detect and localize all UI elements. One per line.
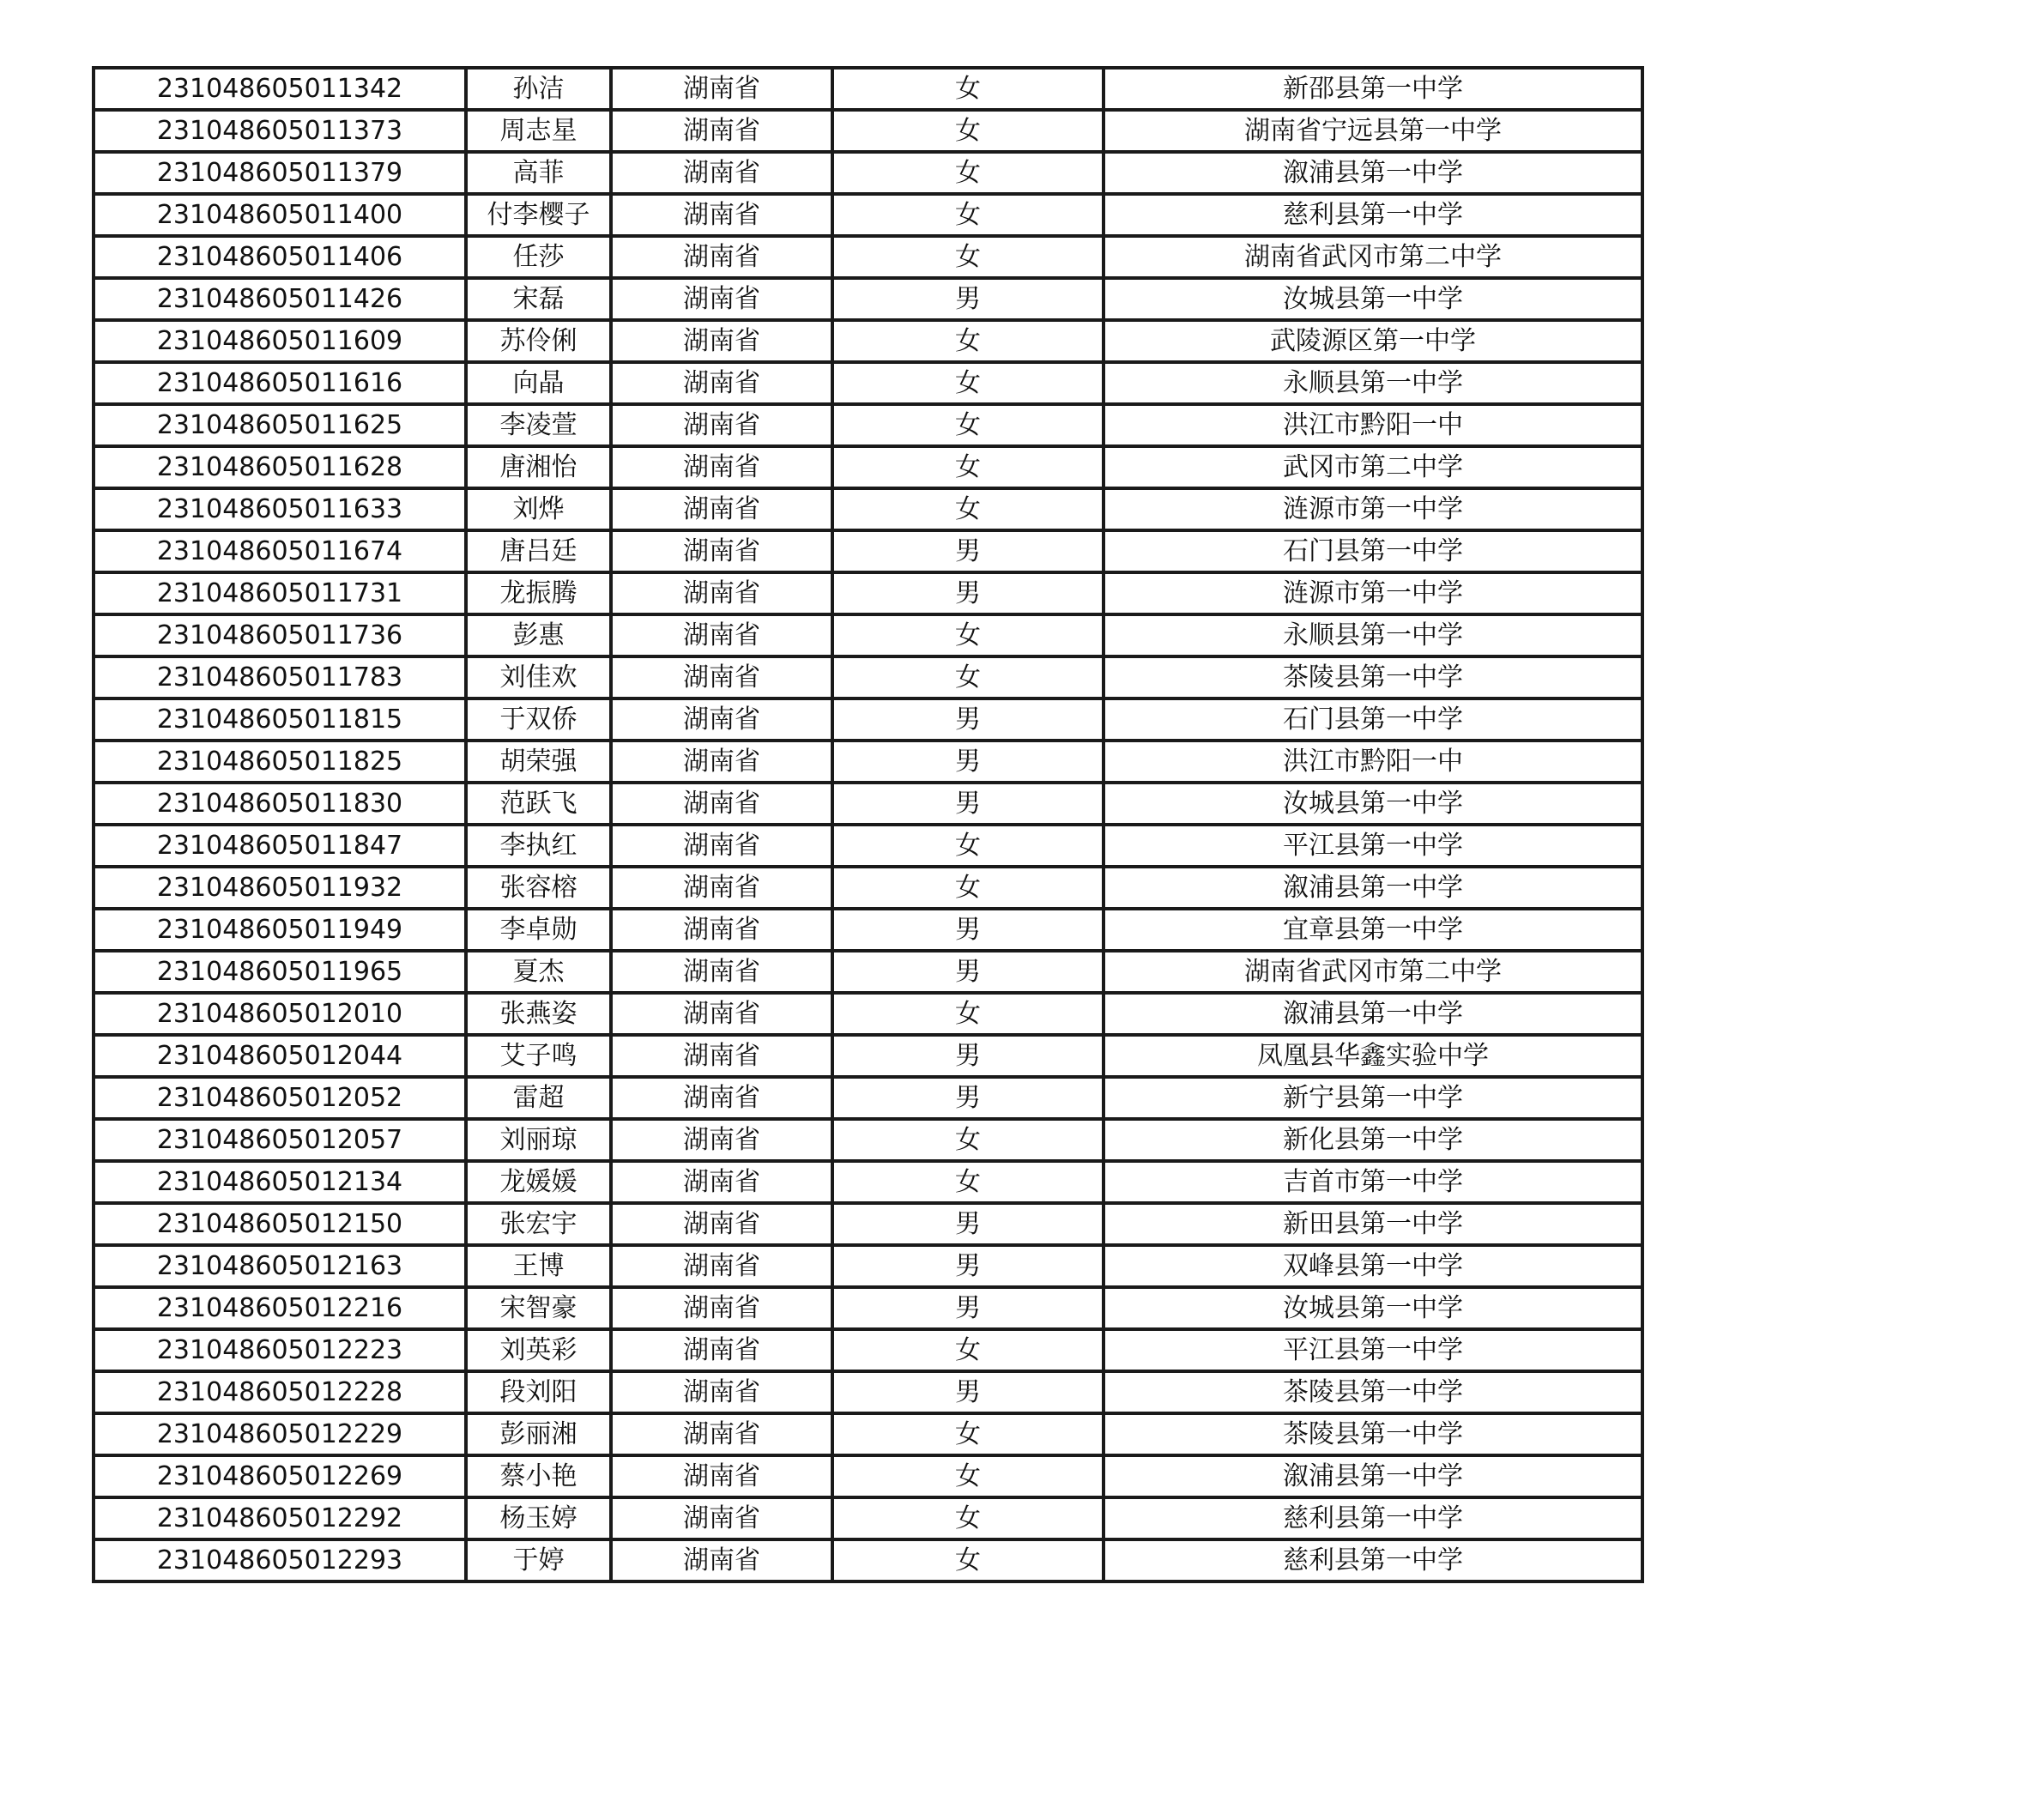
gender-cell: 女 bbox=[832, 825, 1104, 867]
province-cell: 湖南省 bbox=[611, 656, 832, 698]
gender-cell: 女 bbox=[832, 194, 1104, 236]
name-cell: 刘英彩 bbox=[466, 1329, 611, 1371]
table-row bbox=[94, 1455, 1642, 1497]
school-cell: 溆浦县第一中学 bbox=[1104, 993, 1642, 1035]
name-cell: 任莎 bbox=[466, 236, 611, 278]
candidate-id-cell: 231048605011616 bbox=[94, 362, 466, 404]
province-cell: 湖南省 bbox=[611, 1203, 832, 1245]
name-cell: 王博 bbox=[466, 1245, 611, 1287]
gender-cell: 男 bbox=[832, 1287, 1104, 1329]
table-row bbox=[94, 236, 1642, 278]
table-row bbox=[94, 741, 1642, 783]
province-cell: 湖南省 bbox=[611, 909, 832, 951]
candidate-id-cell: 231048605011625 bbox=[94, 404, 466, 446]
gender-cell: 男 bbox=[832, 530, 1104, 572]
school-cell: 新田县第一中学 bbox=[1104, 1203, 1642, 1245]
table-row bbox=[94, 278, 1642, 320]
gender-cell: 女 bbox=[832, 488, 1104, 530]
table-row bbox=[94, 362, 1642, 404]
name-cell: 夏杰 bbox=[466, 951, 611, 993]
province-cell: 湖南省 bbox=[611, 951, 832, 993]
candidate-id-cell: 231048605011426 bbox=[94, 278, 466, 320]
candidate-id-cell: 231048605011932 bbox=[94, 867, 466, 909]
name-cell: 彭丽湘 bbox=[466, 1413, 611, 1455]
gender-cell: 女 bbox=[832, 1161, 1104, 1203]
name-cell: 刘佳欢 bbox=[466, 656, 611, 698]
school-cell: 茶陵县第一中学 bbox=[1104, 1371, 1642, 1413]
name-cell: 彭惠 bbox=[466, 614, 611, 656]
province-cell: 湖南省 bbox=[611, 152, 832, 194]
table-row bbox=[94, 1539, 1642, 1581]
province-cell: 湖南省 bbox=[611, 278, 832, 320]
candidate-id-cell: 231048605012293 bbox=[94, 1539, 466, 1581]
name-cell: 蔡小艳 bbox=[466, 1455, 611, 1497]
name-cell: 向晶 bbox=[466, 362, 611, 404]
school-cell: 永顺县第一中学 bbox=[1104, 362, 1642, 404]
gender-cell: 女 bbox=[832, 68, 1104, 110]
province-cell: 湖南省 bbox=[611, 1329, 832, 1371]
gender-cell: 女 bbox=[832, 446, 1104, 488]
gender-cell: 女 bbox=[832, 656, 1104, 698]
province-cell: 湖南省 bbox=[611, 1245, 832, 1287]
school-cell: 湖南省宁远县第一中学 bbox=[1104, 110, 1642, 152]
gender-cell: 男 bbox=[832, 909, 1104, 951]
table-row bbox=[94, 68, 1642, 110]
gender-cell: 女 bbox=[832, 362, 1104, 404]
gender-cell: 女 bbox=[832, 320, 1104, 362]
name-cell: 于婷 bbox=[466, 1539, 611, 1581]
province-cell: 湖南省 bbox=[611, 68, 832, 110]
province-cell: 湖南省 bbox=[611, 1371, 832, 1413]
gender-cell: 男 bbox=[832, 741, 1104, 783]
province-cell: 湖南省 bbox=[611, 1413, 832, 1455]
school-cell: 溆浦县第一中学 bbox=[1104, 1455, 1642, 1497]
school-cell: 武冈市第二中学 bbox=[1104, 446, 1642, 488]
school-cell: 新宁县第一中学 bbox=[1104, 1077, 1642, 1119]
school-cell: 茶陵县第一中学 bbox=[1104, 656, 1642, 698]
table-row bbox=[94, 1203, 1642, 1245]
name-cell: 刘丽琼 bbox=[466, 1119, 611, 1161]
table-row bbox=[94, 404, 1642, 446]
candidate-id-cell: 231048605012269 bbox=[94, 1455, 466, 1497]
table-row bbox=[94, 110, 1642, 152]
candidate-id-cell: 231048605012292 bbox=[94, 1497, 466, 1539]
school-cell: 石门县第一中学 bbox=[1104, 698, 1642, 741]
gender-cell: 男 bbox=[832, 1077, 1104, 1119]
name-cell: 高菲 bbox=[466, 152, 611, 194]
table-row bbox=[94, 909, 1642, 951]
table-row bbox=[94, 1035, 1642, 1077]
table-row bbox=[94, 320, 1642, 362]
table-row bbox=[94, 951, 1642, 993]
school-cell: 吉首市第一中学 bbox=[1104, 1161, 1642, 1203]
candidate-id-cell: 231048605011847 bbox=[94, 825, 466, 867]
province-cell: 湖南省 bbox=[611, 488, 832, 530]
name-cell: 段刘阳 bbox=[466, 1371, 611, 1413]
candidate-id-cell: 231048605011736 bbox=[94, 614, 466, 656]
school-cell: 双峰县第一中学 bbox=[1104, 1245, 1642, 1287]
province-cell: 湖南省 bbox=[611, 1497, 832, 1539]
name-cell: 李凌萱 bbox=[466, 404, 611, 446]
school-cell: 溆浦县第一中学 bbox=[1104, 867, 1642, 909]
candidate-id-cell: 231048605011406 bbox=[94, 236, 466, 278]
school-cell: 汝城县第一中学 bbox=[1104, 783, 1642, 825]
province-cell: 湖南省 bbox=[611, 1287, 832, 1329]
school-cell: 汝城县第一中学 bbox=[1104, 1287, 1642, 1329]
name-cell: 宋智豪 bbox=[466, 1287, 611, 1329]
candidate-id-cell: 231048605012163 bbox=[94, 1245, 466, 1287]
gender-cell: 女 bbox=[832, 1497, 1104, 1539]
gender-cell: 女 bbox=[832, 1455, 1104, 1497]
candidate-id-cell: 231048605011633 bbox=[94, 488, 466, 530]
name-cell: 于双侨 bbox=[466, 698, 611, 741]
gender-cell: 男 bbox=[832, 1035, 1104, 1077]
table-row bbox=[94, 446, 1642, 488]
name-cell: 孙洁 bbox=[466, 68, 611, 110]
province-cell: 湖南省 bbox=[611, 1077, 832, 1119]
school-cell: 涟源市第一中学 bbox=[1104, 488, 1642, 530]
table-row bbox=[94, 1329, 1642, 1371]
school-cell: 宜章县第一中学 bbox=[1104, 909, 1642, 951]
candidate-id-cell: 231048605011731 bbox=[94, 572, 466, 614]
name-cell: 雷超 bbox=[466, 1077, 611, 1119]
table-row bbox=[94, 1287, 1642, 1329]
gender-cell: 男 bbox=[832, 783, 1104, 825]
name-cell: 张容榕 bbox=[466, 867, 611, 909]
name-cell: 刘烨 bbox=[466, 488, 611, 530]
name-cell: 李执红 bbox=[466, 825, 611, 867]
name-cell: 宋磊 bbox=[466, 278, 611, 320]
gender-cell: 男 bbox=[832, 698, 1104, 741]
gender-cell: 女 bbox=[832, 867, 1104, 909]
province-cell: 湖南省 bbox=[611, 825, 832, 867]
school-cell: 慈利县第一中学 bbox=[1104, 1497, 1642, 1539]
school-cell: 涟源市第一中学 bbox=[1104, 572, 1642, 614]
candidate-id-cell: 231048605011815 bbox=[94, 698, 466, 741]
candidate-id-cell: 231048605012216 bbox=[94, 1287, 466, 1329]
table-row bbox=[94, 867, 1642, 909]
candidate-id-cell: 231048605012134 bbox=[94, 1161, 466, 1203]
school-cell: 新化县第一中学 bbox=[1104, 1119, 1642, 1161]
candidate-id-cell: 231048605011400 bbox=[94, 194, 466, 236]
gender-cell: 男 bbox=[832, 1371, 1104, 1413]
province-cell: 湖南省 bbox=[611, 194, 832, 236]
table-row bbox=[94, 1371, 1642, 1413]
gender-cell: 女 bbox=[832, 1539, 1104, 1581]
name-cell: 苏伶俐 bbox=[466, 320, 611, 362]
school-cell: 洪江市黔阳一中 bbox=[1104, 404, 1642, 446]
table-row bbox=[94, 783, 1642, 825]
roster-table bbox=[92, 66, 1644, 1583]
gender-cell: 女 bbox=[832, 1413, 1104, 1455]
province-cell: 湖南省 bbox=[611, 446, 832, 488]
table-row bbox=[94, 1119, 1642, 1161]
name-cell: 张宏宇 bbox=[466, 1203, 611, 1245]
table-row bbox=[94, 530, 1642, 572]
gender-cell: 男 bbox=[832, 1245, 1104, 1287]
table-row bbox=[94, 1497, 1642, 1539]
candidate-id-cell: 231048605012010 bbox=[94, 993, 466, 1035]
name-cell: 杨玉婷 bbox=[466, 1497, 611, 1539]
table-row bbox=[94, 194, 1642, 236]
gender-cell: 女 bbox=[832, 110, 1104, 152]
candidate-id-cell: 231048605011949 bbox=[94, 909, 466, 951]
school-cell: 凤凰县华鑫实验中学 bbox=[1104, 1035, 1642, 1077]
name-cell: 付李樱子 bbox=[466, 194, 611, 236]
school-cell: 汝城县第一中学 bbox=[1104, 278, 1642, 320]
province-cell: 湖南省 bbox=[611, 320, 832, 362]
candidate-id-cell: 231048605012223 bbox=[94, 1329, 466, 1371]
candidate-id-cell: 231048605011783 bbox=[94, 656, 466, 698]
gender-cell: 女 bbox=[832, 152, 1104, 194]
gender-cell: 男 bbox=[832, 951, 1104, 993]
province-cell: 湖南省 bbox=[611, 614, 832, 656]
school-cell: 永顺县第一中学 bbox=[1104, 614, 1642, 656]
gender-cell: 男 bbox=[832, 572, 1104, 614]
name-cell: 周志星 bbox=[466, 110, 611, 152]
name-cell: 唐湘怡 bbox=[466, 446, 611, 488]
table-row bbox=[94, 825, 1642, 867]
province-cell: 湖南省 bbox=[611, 1539, 832, 1581]
province-cell: 湖南省 bbox=[611, 572, 832, 614]
candidate-id-cell: 231048605011628 bbox=[94, 446, 466, 488]
school-cell: 平江县第一中学 bbox=[1104, 1329, 1642, 1371]
candidate-id-cell: 231048605011674 bbox=[94, 530, 466, 572]
name-cell: 龙媛媛 bbox=[466, 1161, 611, 1203]
school-cell: 溆浦县第一中学 bbox=[1104, 152, 1642, 194]
candidate-id-cell: 231048605011373 bbox=[94, 110, 466, 152]
province-cell: 湖南省 bbox=[611, 362, 832, 404]
roster-table-body bbox=[94, 68, 1642, 1581]
table-row bbox=[94, 656, 1642, 698]
name-cell: 张燕姿 bbox=[466, 993, 611, 1035]
name-cell: 唐吕廷 bbox=[466, 530, 611, 572]
province-cell: 湖南省 bbox=[611, 1455, 832, 1497]
gender-cell: 女 bbox=[832, 614, 1104, 656]
province-cell: 湖南省 bbox=[611, 1161, 832, 1203]
table-row bbox=[94, 1245, 1642, 1287]
candidate-id-cell: 231048605011379 bbox=[94, 152, 466, 194]
province-cell: 湖南省 bbox=[611, 698, 832, 741]
candidate-id-cell: 231048605012150 bbox=[94, 1203, 466, 1245]
school-cell: 平江县第一中学 bbox=[1104, 825, 1642, 867]
name-cell: 艾子鸣 bbox=[466, 1035, 611, 1077]
candidate-id-cell: 231048605012057 bbox=[94, 1119, 466, 1161]
name-cell: 李卓勋 bbox=[466, 909, 611, 951]
school-cell: 慈利县第一中学 bbox=[1104, 1539, 1642, 1581]
province-cell: 湖南省 bbox=[611, 867, 832, 909]
table-row bbox=[94, 1413, 1642, 1455]
name-cell: 范跃飞 bbox=[466, 783, 611, 825]
province-cell: 湖南省 bbox=[611, 236, 832, 278]
name-cell: 胡荣强 bbox=[466, 741, 611, 783]
name-cell: 龙振腾 bbox=[466, 572, 611, 614]
province-cell: 湖南省 bbox=[611, 404, 832, 446]
province-cell: 湖南省 bbox=[611, 783, 832, 825]
school-cell: 石门县第一中学 bbox=[1104, 530, 1642, 572]
candidate-id-cell: 231048605011830 bbox=[94, 783, 466, 825]
gender-cell: 男 bbox=[832, 1203, 1104, 1245]
gender-cell: 女 bbox=[832, 404, 1104, 446]
province-cell: 湖南省 bbox=[611, 530, 832, 572]
province-cell: 湖南省 bbox=[611, 741, 832, 783]
province-cell: 湖南省 bbox=[611, 1119, 832, 1161]
candidate-id-cell: 231048605011609 bbox=[94, 320, 466, 362]
school-cell: 新邵县第一中学 bbox=[1104, 68, 1642, 110]
candidate-id-cell: 231048605012052 bbox=[94, 1077, 466, 1119]
school-cell: 茶陵县第一中学 bbox=[1104, 1413, 1642, 1455]
school-cell: 慈利县第一中学 bbox=[1104, 194, 1642, 236]
candidate-id-cell: 231048605011825 bbox=[94, 741, 466, 783]
gender-cell: 男 bbox=[832, 278, 1104, 320]
table-row bbox=[94, 698, 1642, 741]
gender-cell: 女 bbox=[832, 993, 1104, 1035]
candidate-id-cell: 231048605012229 bbox=[94, 1413, 466, 1455]
gender-cell: 女 bbox=[832, 1329, 1104, 1371]
province-cell: 湖南省 bbox=[611, 110, 832, 152]
province-cell: 湖南省 bbox=[611, 993, 832, 1035]
table-row bbox=[94, 1161, 1642, 1203]
school-cell: 洪江市黔阳一中 bbox=[1104, 741, 1642, 783]
candidate-id-cell: 231048605011342 bbox=[94, 68, 466, 110]
gender-cell: 女 bbox=[832, 1119, 1104, 1161]
school-cell: 武陵源区第一中学 bbox=[1104, 320, 1642, 362]
candidate-id-cell: 231048605012044 bbox=[94, 1035, 466, 1077]
school-cell: 湖南省武冈市第二中学 bbox=[1104, 236, 1642, 278]
table-row bbox=[94, 993, 1642, 1035]
table-row bbox=[94, 572, 1642, 614]
gender-cell: 女 bbox=[832, 236, 1104, 278]
table-row bbox=[94, 152, 1642, 194]
candidate-id-cell: 231048605011965 bbox=[94, 951, 466, 993]
school-cell: 湖南省武冈市第二中学 bbox=[1104, 951, 1642, 993]
province-cell: 湖南省 bbox=[611, 1035, 832, 1077]
table-row bbox=[94, 1077, 1642, 1119]
table-row bbox=[94, 488, 1642, 530]
table-row bbox=[94, 614, 1642, 656]
candidate-id-cell: 231048605012228 bbox=[94, 1371, 466, 1413]
